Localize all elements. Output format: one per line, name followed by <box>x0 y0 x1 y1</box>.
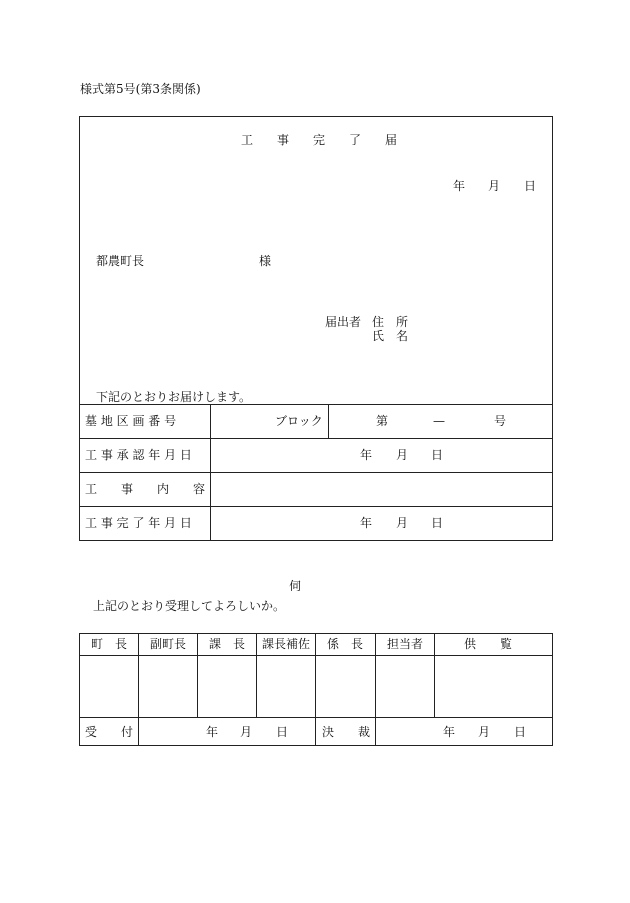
approval-month: 月 <box>396 448 409 462</box>
column-divider <box>197 633 198 718</box>
row-divider <box>79 438 553 439</box>
row-divider <box>79 506 553 507</box>
dai-label: 第 <box>376 414 389 428</box>
name-label: 氏 名 <box>372 329 409 343</box>
decision-label: 決 裁 <box>322 725 371 739</box>
decision-year: 年 <box>443 725 456 739</box>
notice-text: 下記のとおりお届けします。 <box>96 390 252 404</box>
column-divider <box>328 404 329 438</box>
row-divider <box>79 655 553 656</box>
decision-month: 月 <box>478 725 491 739</box>
plot-number-label: 墓 地 区 画 番 号 <box>85 414 177 428</box>
date-day: 日 <box>524 179 537 193</box>
header-circulation: 供 覧 <box>464 637 513 651</box>
date-month: 月 <box>488 179 501 193</box>
completion-day: 日 <box>431 516 444 530</box>
column-divider <box>256 633 257 718</box>
reception-month: 月 <box>240 725 253 739</box>
header-deputy-mayor: 副町長 <box>150 637 187 651</box>
decision-day: 日 <box>514 725 527 739</box>
header-assistant-chief: 課長補佐 <box>262 637 311 651</box>
block-label: ブロック <box>275 414 323 428</box>
form-number: 様式第5号(第3条関係) <box>80 82 201 96</box>
reception-day: 日 <box>276 725 289 739</box>
inquiry-text: 上記のとおり受理してよろしいか。 <box>93 599 286 613</box>
address-label: 住 所 <box>372 315 409 329</box>
column-divider <box>315 633 316 746</box>
form-title: 工 事 完 了 届 <box>241 133 398 147</box>
completion-date-label: 工 事 完 了 年 月 日 <box>85 516 192 530</box>
approval-date-label: 工 事 承 認 年 月 日 <box>85 448 192 462</box>
header-group-leader: 係 長 <box>327 637 364 651</box>
inquiry-heading: 伺 <box>289 579 302 593</box>
addressee: 都農町長 <box>96 254 145 268</box>
column-divider <box>375 633 376 746</box>
header-mayor: 町 長 <box>91 637 128 651</box>
column-divider <box>210 404 211 541</box>
header-staff: 担当者 <box>387 637 424 651</box>
form-box <box>79 116 553 541</box>
work-content-label: 工 事 内 容 <box>85 482 206 496</box>
addressee-honorific: 様 <box>259 254 272 268</box>
row-divider <box>79 404 553 405</box>
go-label: 号 <box>494 414 507 428</box>
reception-label: 受 付 <box>85 725 134 739</box>
reception-year: 年 <box>206 725 219 739</box>
date-year: 年 <box>453 179 466 193</box>
column-divider <box>138 633 139 746</box>
approval-year: 年 <box>360 448 373 462</box>
column-divider <box>434 633 435 718</box>
approval-day: 日 <box>431 448 444 462</box>
row-divider <box>79 717 553 718</box>
dash-label: — <box>433 414 445 428</box>
header-section-chief: 課 長 <box>209 637 246 651</box>
applicant-label: 届出者 <box>325 315 362 329</box>
completion-year: 年 <box>360 516 373 530</box>
completion-month: 月 <box>396 516 409 530</box>
row-divider <box>79 472 553 473</box>
